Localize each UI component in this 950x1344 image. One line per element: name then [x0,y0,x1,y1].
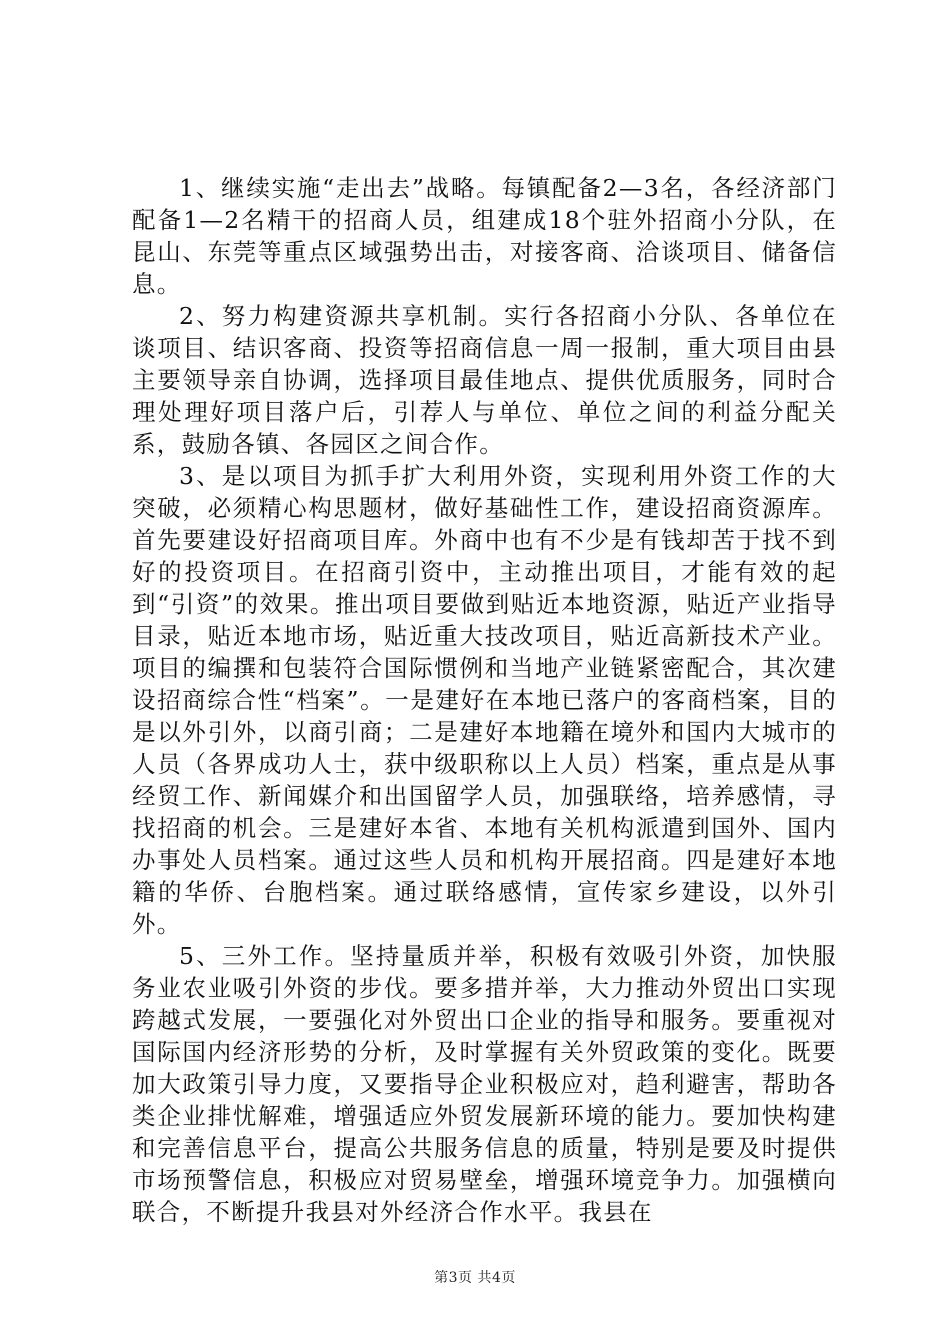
paragraph-4: 5、三外工作。坚持量质并举，积极有效吸引外资，加快服务业农业吸引外资的步伐。要多措并举，大力推动外贸出口实现跨越式发展，一要强化对外贸出口企业的指导和服务。要重视对国际国内经济形势的分析，及时掌握有关外贸政策的变化。既要加大政策引导力度，又要指导企业积极应对，趋利避害，帮助各类企业排忧解难，增强适应外贸发展新环境的能力。要加快构建和完善信息平台，提高公共服务信息的质量，特别是要及时提供市场预警信息，积极应对贸易壁垒，增强环境竞争力。加强横向联合，不断提升我县对外经济合作水平。我县在 [132,942,837,1226]
document-body [132,172,837,1228]
page-number-footer: 第3页 共4页 [434,1270,516,1286]
paragraph-1: 1、继续实施“走出去”战略。每镇配备2—3名，各经济部门配备1—2名精干的招商人员，组建成18个驻外招商小分队，在昆山、东莞等重点区域强势出击，对接客商、洽谈项目、储备信息。 [132,174,837,298]
paragraph-2: 2、努力构建资源共享机制。实行各招商小分队、各单位在谈项目、结识客商、投资等招商信息一周一报制，重大项目由县主要领导亲自协调，选择项目最佳地点、提供优质服务，同时合理处理好项目落户后，引荐人与单位、单位之间的利益分配关系，鼓励各镇、各园区之间合作。 [132,302,837,458]
paragraph-3: 3、是以项目为抓手扩大利用外资，实现利用外资工作的大突破，必须精心构思题材，做好基础性工作，建设招商资源库。首先要建设好招商项目库。外商中也有不少是有钱却苦于找不到好的投资项目。在招商引资中，主动推出项目，才能有效的起到“引资”的效果。推出项目要做到贴近本地资源，贴近产业指导目录，贴近本地市场，贴近重大技改项目，贴近高新技术产业。项目的编撰和包装符合国际惯例和当地产业链紧密配合，其次建设招商综合性“档案”。一是建好在本地已落户的客商档案，目的是以外引外，以商引商；二是建好本地籍在境外和国内大城市的人员（各界成功人士，获中级职称以上人员）档案，重点是从事经贸工作、新闻媒介和出国留学人员，加强联络，培养感情，寻找招商的机会。三是建好本省、本地有关机构派遣到国外、国内办事处人员档案。通过这些人员和机构开展招商。四是建好本地籍的华侨、台胞档案。通过联络感情，宣传家乡建设，以外引外。 [132,462,837,938]
